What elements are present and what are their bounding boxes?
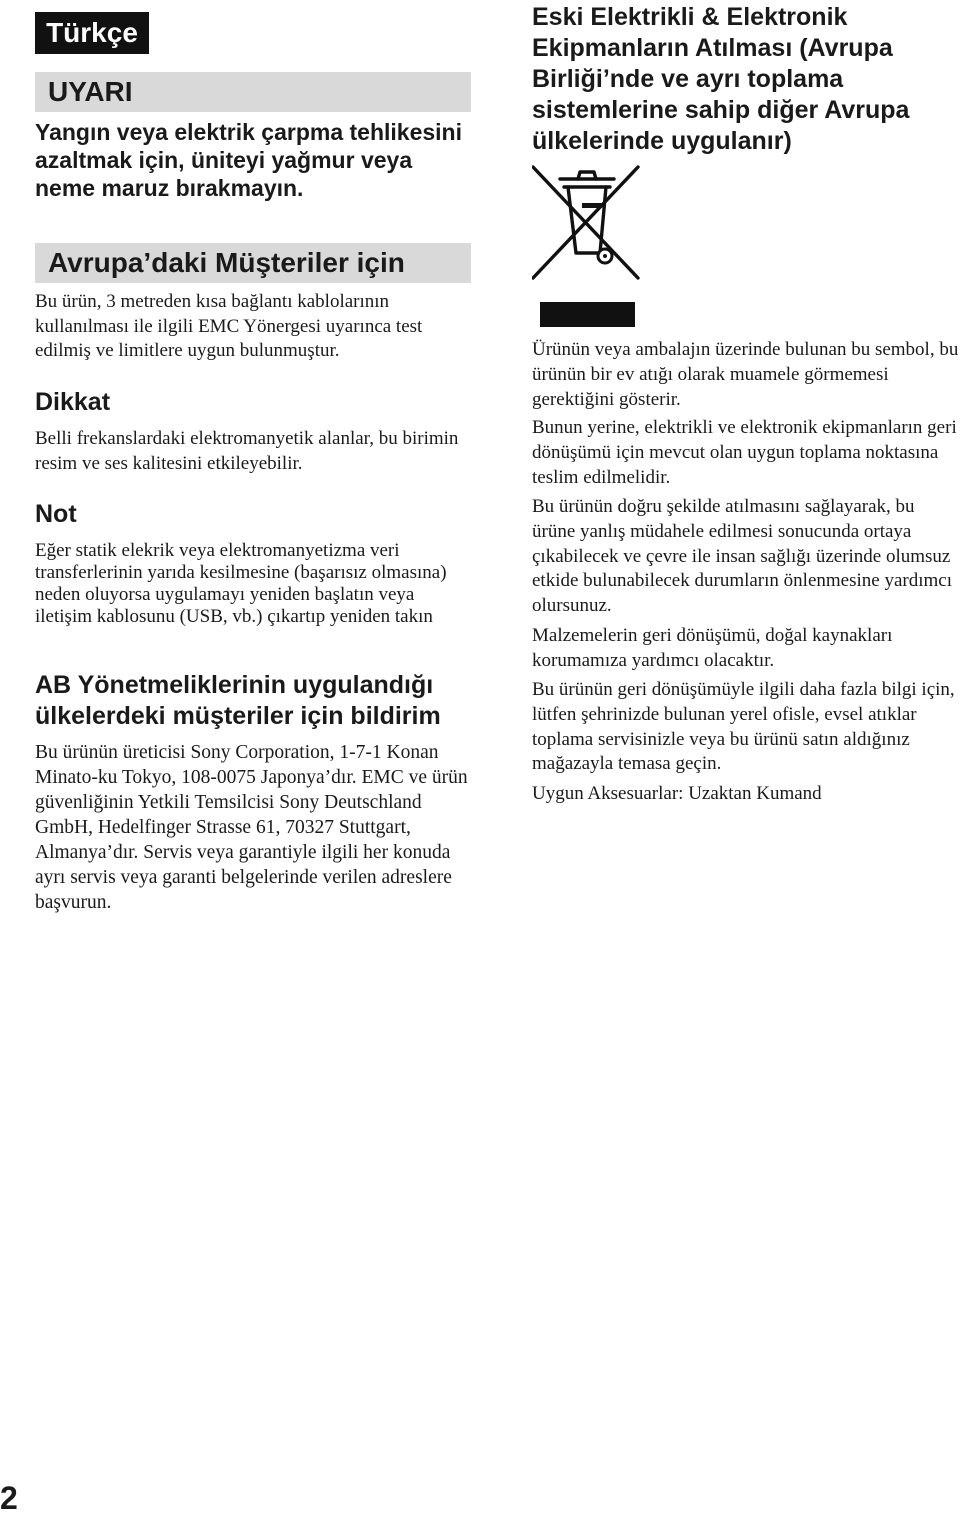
- ab-heading: AB Yönetmeliklerinin uygulandığı ülkelerdeki müşteriler için bildirim: [35, 671, 441, 730]
- crossed-out-wheelie-bin-icon: [532, 165, 642, 283]
- weee-paragraph-6: Uygun Aksesuarlar: Uzaktan Kumand: [532, 783, 822, 804]
- weee-paragraph-1: Ürünün veya ambalajın üzerinde bulunan bu sembol, bu ürünün bir ev atığı olarak muamele görmemesi gerektiğini gösterir.: [532, 339, 959, 410]
- uyari-heading: UYARI: [35, 72, 471, 112]
- weee-heading: Eski Elektrikli & Elektronik Ekipmanların Atılması (Avrupa Birliği’nde ve ayrı toplama sistemlerine sahip diğer Avrupa ülkelerinde uygulanır): [532, 3, 910, 155]
- not-heading: Not: [35, 500, 77, 528]
- avrupa-heading: Avrupa’daki Müşteriler için: [35, 243, 471, 283]
- weee-paragraph-3: Bu ürünün doğru şekilde atılmasını sağlayarak, bu ürüne yanlış müdahele edilmesi sonucunda ortaya çıkabilecek ve çevre ile insan sağlığı üzerinde olumsuz etkide bulunabilecek durumların önlenmesine yardımcı olursunuz.: [532, 496, 952, 617]
- ab-text: Bu ürünün üreticisi Sony Corporation, 1-7-1 Konan Minato-ku Tokyo, 108-0075 Japonya’dır. EMC ve ürün güvenliğinin Yetkili Temsilcisi Sony Deutschland GmbH, Hedelfinger Strasse 61, 70327 Stuttgart, Almanya’dır. Servis veya garantiyle ilgili her konuda ayrı servis veya garanti belgelerinde verilen adreslere başvurun.: [35, 742, 468, 913]
- weee-paragraph-4: Malzemelerin geri dönüşümü, doğal kaynakları korumamıza yardımcı olacaktır.: [532, 625, 893, 671]
- uyari-warning-text: Yangın veya elektrik çarpma tehlikesini azaltmak için, üniteyi yağmur veya neme maruz bırakmayın.: [35, 119, 462, 201]
- weee-paragraph-5: Bu ürünün geri dönüşümüyle ilgili daha fazla bilgi için, lütfen şehrinizde bulunan yerel ofisle, evsel atıklar toplama servisinizle veya bu ürünü satın aldığınız mağazayla temasa geçin.: [532, 679, 955, 775]
- page-number: 2: [0, 1480, 18, 1516]
- language-tab: Türkçe: [35, 12, 149, 54]
- not-text: Eğer statik elekrik veya elektromanyetizma veri transferlerinin yarıda kesilmesine (başarısız olmasına) neden oluyorsa uygulamayı yeniden başlatın veya iletişim kablosunu (USB, vb.) çıkartıp yeniden takın: [35, 540, 447, 627]
- weee-black-bar: [540, 302, 635, 327]
- dikkat-heading: Dikkat: [35, 388, 111, 416]
- weee-paragraph-2: Bunun yerine, elektrikli ve elektronik ekipmanların geri dönüşümü için mevcut olan uygun toplama noktasına teslim edilmelidir.: [532, 417, 957, 488]
- avrupa-text: Bu ürün, 3 metreden kısa bağlantı kablolarının kullanılması ile ilgili EMC Yönergesi uyarınca test edilmiş ve limitlere uygun bulunmuştur.: [35, 291, 423, 361]
- dikkat-text: Belli frekanslardaki elektromanyetik alanlar, bu birimin resim ve ses kalitesini etkileyebilir.: [35, 428, 459, 474]
